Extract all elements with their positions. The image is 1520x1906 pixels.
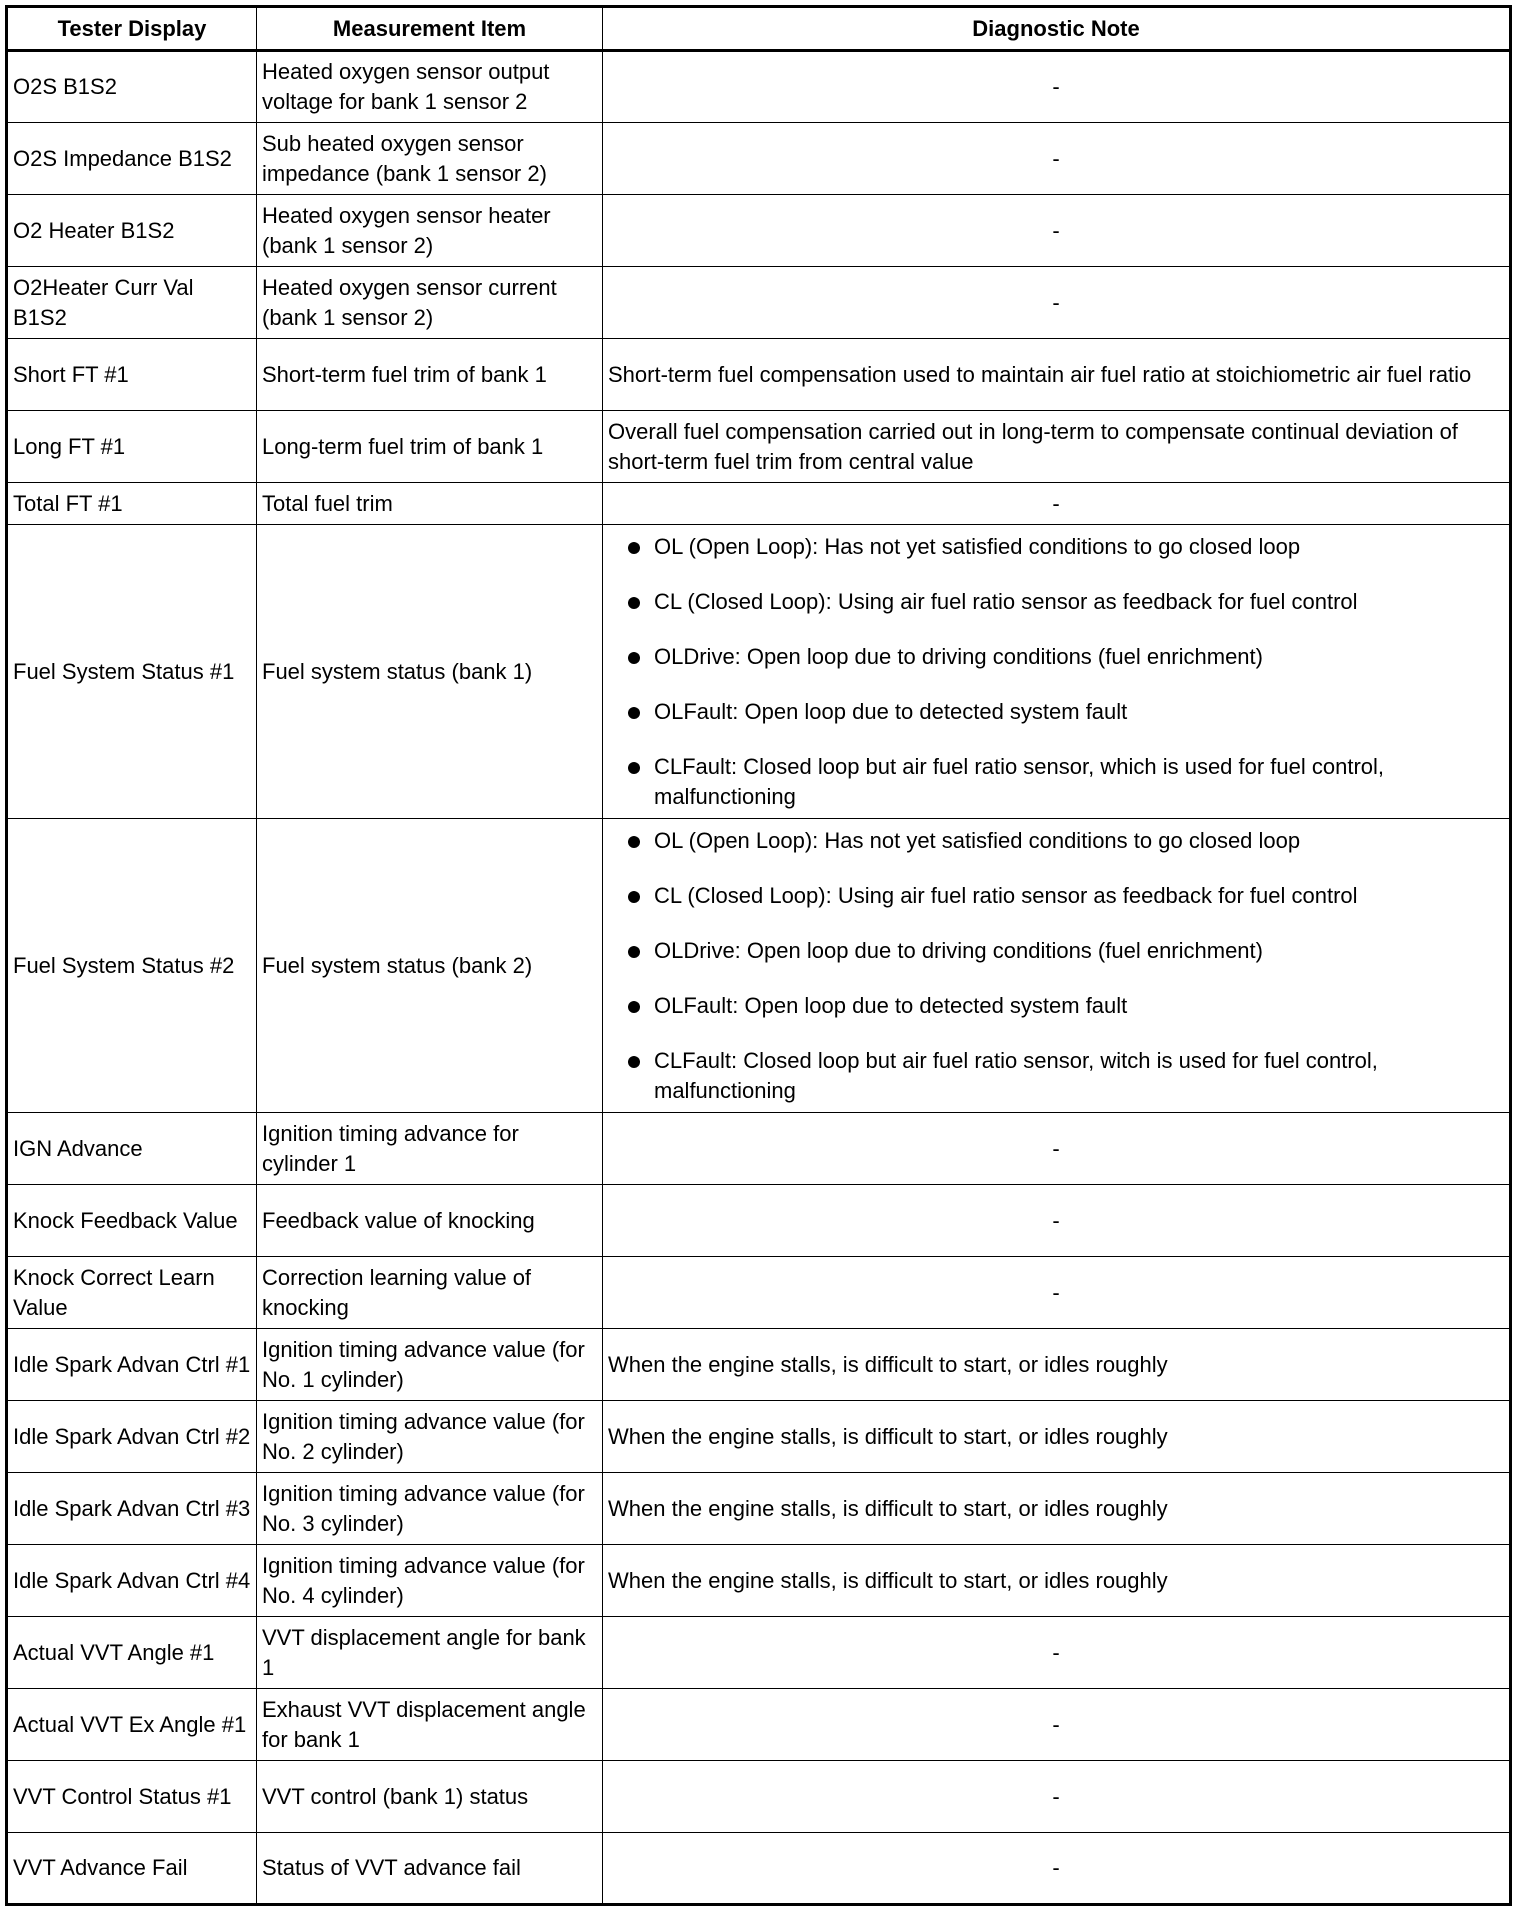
table-row bbox=[7, 1833, 1511, 1905]
bullet-icon bbox=[628, 652, 640, 664]
table-row bbox=[7, 483, 1511, 525]
bullet-icon bbox=[628, 707, 640, 719]
table-row bbox=[7, 1185, 1511, 1257]
status-list-item bbox=[626, 642, 1504, 672]
measurement-item-cell: Heated oxygen sensor output voltage for bank 1 sensor 2 bbox=[257, 51, 603, 123]
tester-display-cell: Knock Correct Learn Value bbox=[7, 1257, 257, 1329]
table-row bbox=[7, 267, 1511, 339]
tester-display-cell: Idle Spark Advan Ctrl #2 bbox=[7, 1401, 257, 1473]
table-row bbox=[7, 1545, 1511, 1617]
status-list-item bbox=[626, 532, 1504, 562]
diagnostic-note-cell: Short-term fuel compensation used to maintain air fuel ratio at stoichiometric air fuel ratio bbox=[603, 339, 1511, 411]
bullet-icon bbox=[628, 891, 640, 903]
measurement-item-cell: Exhaust VVT displacement angle for bank 1 bbox=[257, 1689, 603, 1761]
status-list-item bbox=[626, 752, 1504, 812]
tester-display-cell: Fuel System Status #2 bbox=[7, 819, 257, 1113]
tester-display-cell: O2S Impedance B1S2 bbox=[7, 123, 257, 195]
bullet-icon bbox=[628, 836, 640, 848]
measurement-item-cell: Ignition timing advance for cylinder 1 bbox=[257, 1113, 603, 1185]
tester-display-cell: Idle Spark Advan Ctrl #1 bbox=[7, 1329, 257, 1401]
measurement-item-cell: VVT control (bank 1) status bbox=[257, 1761, 603, 1833]
measurement-item-cell: Fuel system status (bank 1) bbox=[257, 525, 603, 819]
diagnostic-note-cell: - bbox=[603, 123, 1511, 195]
diagnostic-note-cell: - bbox=[603, 1257, 1511, 1329]
diagnostic-note-cell: - bbox=[603, 267, 1511, 339]
measurement-item-cell: Heated oxygen sensor heater (bank 1 sensor 2) bbox=[257, 195, 603, 267]
diagnostic-note-cell: - bbox=[603, 1185, 1511, 1257]
table-row bbox=[7, 525, 1511, 819]
table-row bbox=[7, 339, 1511, 411]
status-list-item bbox=[626, 936, 1504, 966]
diagnostic-note-cell bbox=[603, 819, 1511, 1113]
diagnostic-note-cell: - bbox=[603, 1761, 1511, 1833]
header-diagnostic-note: Diagnostic Note bbox=[603, 7, 1511, 51]
table-row bbox=[7, 51, 1511, 123]
measurement-item-cell: Short-term fuel trim of bank 1 bbox=[257, 339, 603, 411]
status-list-item bbox=[626, 587, 1504, 617]
diagnostic-note-cell: When the engine stalls, is difficult to start, or idles roughly bbox=[603, 1473, 1511, 1545]
table-row bbox=[7, 1113, 1511, 1185]
diagnostic-note-cell: When the engine stalls, is difficult to start, or idles roughly bbox=[603, 1401, 1511, 1473]
measurement-item-cell: VVT displacement angle for bank 1 bbox=[257, 1617, 603, 1689]
status-list-item bbox=[626, 881, 1504, 911]
tester-display-cell: VVT Control Status #1 bbox=[7, 1761, 257, 1833]
measurement-item-cell: Long-term fuel trim of bank 1 bbox=[257, 411, 603, 483]
tester-display-cell: Short FT #1 bbox=[7, 339, 257, 411]
status-list-item bbox=[626, 826, 1504, 856]
header-measurement-item: Measurement Item bbox=[257, 7, 603, 51]
diagnostic-note-cell: - bbox=[603, 1113, 1511, 1185]
table-row bbox=[7, 819, 1511, 1113]
status-text: OLFault: Open loop due to detected system fault bbox=[654, 992, 1128, 1018]
tester-display-cell: Total FT #1 bbox=[7, 483, 257, 525]
diagnostic-note-cell: - bbox=[603, 483, 1511, 525]
table-row bbox=[7, 1257, 1511, 1329]
diagnostic-note-cell: When the engine stalls, is difficult to start, or idles roughly bbox=[603, 1545, 1511, 1617]
diagnostic-note-cell: - bbox=[603, 1689, 1511, 1761]
tester-display-cell: O2S B1S2 bbox=[7, 51, 257, 123]
tester-display-cell: O2 Heater B1S2 bbox=[7, 195, 257, 267]
measurement-item-cell: Total fuel trim bbox=[257, 483, 603, 525]
status-text: CL (Closed Loop): Using air fuel ratio sensor as feedback for fuel control bbox=[654, 882, 1358, 908]
measurement-item-cell: Status of VVT advance fail bbox=[257, 1833, 603, 1905]
status-text: OL (Open Loop): Has not yet satisfied conditions to go closed loop bbox=[654, 827, 1301, 853]
diagnostic-note-cell: When the engine stalls, is difficult to start, or idles roughly bbox=[603, 1329, 1511, 1401]
table-row bbox=[7, 1329, 1511, 1401]
status-text: OLDrive: Open loop due to driving conditions (fuel enrichment) bbox=[654, 643, 1263, 669]
bullet-icon bbox=[628, 1056, 640, 1068]
header-tester-display: Tester Display bbox=[7, 7, 257, 51]
measurement-item-cell: Ignition timing advance value (for No. 2 cylinder) bbox=[257, 1401, 603, 1473]
tester-display-cell: IGN Advance bbox=[7, 1113, 257, 1185]
bullet-icon bbox=[628, 946, 640, 958]
measurement-item-cell: Feedback value of knocking bbox=[257, 1185, 603, 1257]
tester-display-cell: VVT Advance Fail bbox=[7, 1833, 257, 1905]
status-list bbox=[608, 826, 1504, 1106]
tester-display-cell: Actual VVT Ex Angle #1 bbox=[7, 1689, 257, 1761]
status-text: OL (Open Loop): Has not yet satisfied conditions to go closed loop bbox=[654, 533, 1301, 559]
table-row bbox=[7, 1401, 1511, 1473]
tester-display-cell: Fuel System Status #1 bbox=[7, 525, 257, 819]
measurement-item-cell: Sub heated oxygen sensor impedance (bank 1 sensor 2) bbox=[257, 123, 603, 195]
measurement-item-cell: Ignition timing advance value (for No. 3 cylinder) bbox=[257, 1473, 603, 1545]
tester-display-cell: O2Heater Curr Val B1S2 bbox=[7, 267, 257, 339]
measurement-item-cell: Correction learning value of knocking bbox=[257, 1257, 603, 1329]
table-row bbox=[7, 1689, 1511, 1761]
header-row bbox=[7, 7, 1511, 51]
measurement-item-cell: Ignition timing advance value (for No. 1 cylinder) bbox=[257, 1329, 603, 1401]
tester-display-cell: Long FT #1 bbox=[7, 411, 257, 483]
data-list-table bbox=[5, 5, 1512, 1906]
table-row bbox=[7, 1761, 1511, 1833]
tester-display-cell: Idle Spark Advan Ctrl #3 bbox=[7, 1473, 257, 1545]
measurement-item-cell: Ignition timing advance value (for No. 4 cylinder) bbox=[257, 1545, 603, 1617]
tester-display-cell: Idle Spark Advan Ctrl #4 bbox=[7, 1545, 257, 1617]
status-list-item bbox=[626, 991, 1504, 1021]
status-list-item bbox=[626, 1046, 1504, 1106]
status-list bbox=[608, 532, 1504, 812]
measurement-item-cell: Heated oxygen sensor current (bank 1 sensor 2) bbox=[257, 267, 603, 339]
tester-display-cell: Knock Feedback Value bbox=[7, 1185, 257, 1257]
bullet-icon bbox=[628, 542, 640, 554]
diagnostic-note-cell: - bbox=[603, 1833, 1511, 1905]
bullet-icon bbox=[628, 597, 640, 609]
table-row bbox=[7, 1473, 1511, 1545]
status-text: OLDrive: Open loop due to driving conditions (fuel enrichment) bbox=[654, 937, 1263, 963]
status-text: OLFault: Open loop due to detected system fault bbox=[654, 698, 1128, 724]
status-list-item bbox=[626, 697, 1504, 727]
table-row bbox=[7, 411, 1511, 483]
diagnostic-note-cell: Overall fuel compensation carried out in long-term to compensate continual deviation of short-term fuel trim from central value bbox=[603, 411, 1511, 483]
status-text: CL (Closed Loop): Using air fuel ratio sensor as feedback for fuel control bbox=[654, 588, 1358, 614]
table-row bbox=[7, 123, 1511, 195]
diagnostic-note-cell: - bbox=[603, 51, 1511, 123]
table-row bbox=[7, 1617, 1511, 1689]
measurement-item-cell: Fuel system status (bank 2) bbox=[257, 819, 603, 1113]
bullet-icon bbox=[628, 1001, 640, 1013]
table-row bbox=[7, 195, 1511, 267]
status-text: CLFault: Closed loop but air fuel ratio sensor, which is used for fuel control, malfunctioning bbox=[654, 753, 1385, 809]
status-text: CLFault: Closed loop but air fuel ratio sensor, witch is used for fuel control, malfunctioning bbox=[654, 1047, 1378, 1103]
bullet-icon bbox=[628, 762, 640, 774]
diagnostic-note-cell: - bbox=[603, 195, 1511, 267]
diagnostic-note-cell: - bbox=[603, 1617, 1511, 1689]
diagnostic-note-cell bbox=[603, 525, 1511, 819]
tester-display-cell: Actual VVT Angle #1 bbox=[7, 1617, 257, 1689]
